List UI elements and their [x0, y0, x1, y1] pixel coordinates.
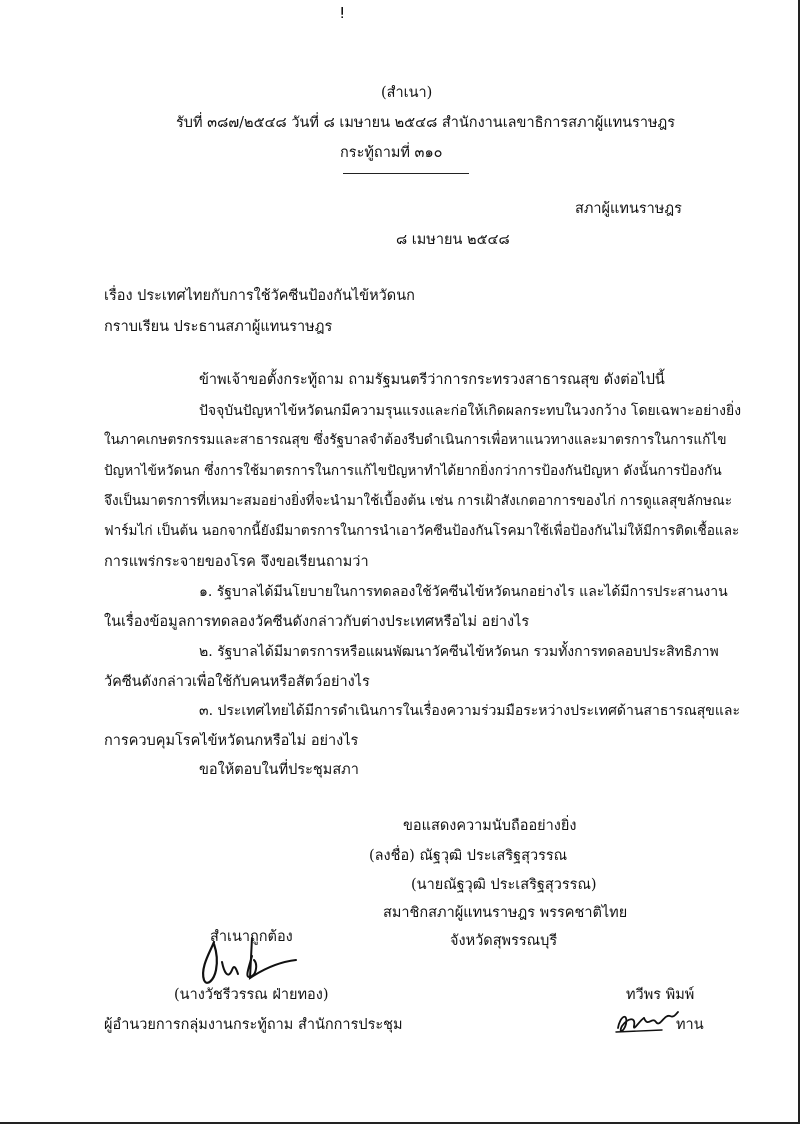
answer-request: ขอให้ตอบในที่ประชุมสภา [199, 762, 359, 778]
addressee-line: กราบเรียน ประธานสภาผู้แทนราษฎร [104, 319, 333, 335]
checked-by-suffix: ทาน [676, 1017, 704, 1033]
body-line: จึงเป็นมาตรการที่เหมาะสมอย่างยิ่งที่จะนำมาใช้เบื้องต้น เช่น การเฝ้าสังเกตอาการของไก่ การดูแลสุขลักษณะ [104, 493, 733, 509]
header-rule [343, 173, 469, 174]
certified-copy-label: สำเนาถูกต้อง [210, 929, 293, 945]
signer-province: จังหวัดสุพรรณบุรี [450, 933, 558, 949]
body-line: การแพร่กระจายของโรค จึงขอเรียนถามว่า [104, 554, 369, 570]
handwritten-initials-checker [614, 1006, 680, 1040]
question-2-line-1: ๒. รัฐบาลได้มีมาตรการหรือแผนพัฒนาวัคซีนไข้หวัดนก รวมทั้งการทดลอบประสิทธิภาพ [199, 644, 719, 660]
certifier-name: (นางวัชรีวรรณ ฝ่ายทอง) [174, 987, 329, 1003]
interpellation-number: กระทู้ถามที่ ๓๑๐ [340, 145, 443, 161]
body-line: ปัจจุบันปัญหาไข้หวัดนกมีความรุนแรงและก่อให้เกิดผลกระทบในวงกว้าง โดยเฉพาะอย่างยิ่ง [199, 403, 742, 419]
closing-line: ขอแสดงความนับถืออย่างยิ่ง [403, 818, 577, 834]
printed-name: (นายณัฐวุฒิ ประเสริฐสุวรรณ) [411, 877, 597, 893]
question-3-line-1: ๓. ประเทศไทยได้มีการดำเนินการในเรื่องความร่วมมือระหว่างประเทศด้านสาธารณสุขและ [199, 703, 740, 719]
question-1-line-2: ในเรื่องข้อมูลการทดลองวัคซีนดังกล่าวกับต่างประเทศหรือไม่ อย่างไร [104, 614, 530, 630]
certifier-title: ผู้อำนวยการกลุ่มงานกระทู้ถาม สำนักการประชุม [104, 1017, 403, 1033]
typed-by: ทวีพร พิมพ์ [626, 987, 695, 1003]
body-line: ข้าพเจ้าขอตั้งกระทู้ถาม ถามรัฐมนตรีว่าการกระทรวงสาธารณสุข ดังต่อไปนี้ [199, 372, 665, 388]
signed-line: (ลงชื่อ) ณัฐวุฒิ ประเสริฐสุวรรณ [369, 848, 568, 864]
question-1-line-1: ๑. รัฐบาลได้มีนโยบายในการทดลองใช้วัคซีนไข้หวัดนกอย่างไร และได้มีการประสานงาน [199, 584, 728, 600]
signer-position: สมาชิกสภาผู้แทนราษฎร พรรคชาติไทย [383, 905, 628, 921]
question-2-line-2: วัคซีนดังกล่าวเพื่อใช้กับคนหรือสัตว์อย่างไร [104, 674, 370, 690]
subject-line: เรื่อง ประเทศไทยกับการใช้วัคซีนป้องกันไข้หวัดนก [104, 288, 415, 304]
sender-org: สภาผู้แทนราษฎร [575, 201, 682, 217]
copy-label: (สำเนา) [381, 85, 433, 101]
body-line: ปัญหาไข้หวัดนก ซึ่งการใช้มาตรการในการแก้ไขปัญหาทำได้ยากยิ่งกว่าการป้องกันปัญหา ดังนั้นการป้องกัน [104, 463, 722, 479]
document-date: ๘ เมษายน ๒๕๔๘ [396, 232, 510, 248]
handwritten-signature-certifier [192, 930, 302, 990]
received-line: รับที่ ๓๘๗/๒๕๔๘ วันที่ ๘ เมษายน ๒๕๔๘ สำนักงานเลขาธิการสภาผู้แทนราษฎร [176, 115, 676, 131]
top-mark: ǃ [340, 4, 345, 22]
body-line: ฟาร์มไก่ เป็นต้น นอกจากนี้ยังมีมาตรการในการนำเอาวัคซีนป้องกันโรคมาใช้เพื่อป้องกันไม่ให้มีการติดเชื้อและ [104, 523, 740, 539]
body-line: ในภาคเกษตรกรรมและสาธารณสุข ซึ่งรัฐบาลจำต้องรีบดำเนินการเพื่อหาแนวทางและมาตรการในการแก้ไข [104, 432, 727, 448]
question-3-line-2: การควบคุมโรคไข้หวัดนกหรือไม่ อย่างไร [104, 733, 359, 749]
